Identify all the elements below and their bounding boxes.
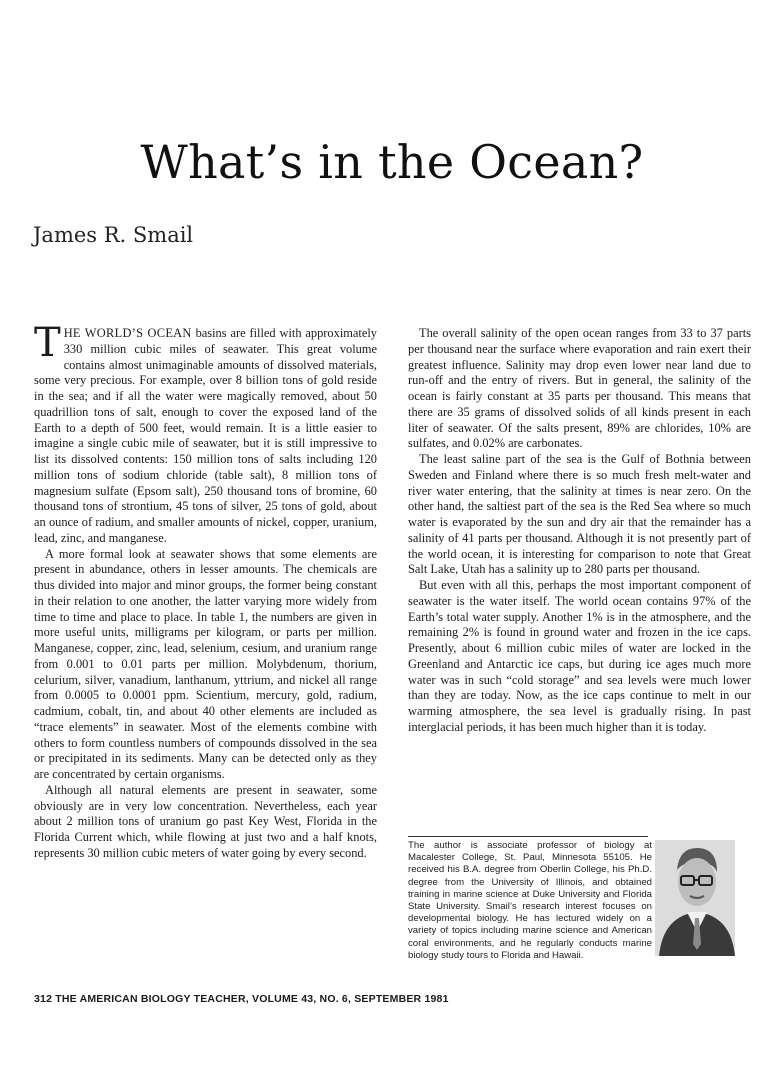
author-bio: The author is associate professor of biology at Macalester College, St. Paul, Minnesota 55105. He received his B.A. degree from Oberlin College, his Ph.D. degree from the University of Illinois, and obtained training in marine science at Duke University and Florida State University. Smail’s research interest focuses on developmental biology. He has lectured widely on a variety of topics including marine science and American coral environments, and he regularly conducts marine biology study tours to Florida and Hawaii. <box>408 840 652 961</box>
body-paragraph <box>34 320 377 547</box>
page-footer: 312 THE AMERICAN BIOLOGY TEACHER, VOLUME 43, NO. 6, SEPTEMBER 1981 <box>34 993 449 1005</box>
article-title: What’s in the Ocean? <box>140 134 644 189</box>
body-paragraph: The least saline part of the sea is the Gulf of Bothnia between Sweden and Finland where there is so much fresh melt-water and river water entering, that the salinity at times is near zero. On the other hand, the saltiest part of the sea is the Red Sea where so much water is evaporated by the sun and dry air that the remainder has a salinity of 41 parts per thousand. Although it is not presently part of the world ocean, it is interesting for comparison to note that Great Salt Lake, Utah has a salinity up to 280 parts per thousand. <box>408 452 751 577</box>
author-portrait-image <box>655 840 735 956</box>
body-paragraph: The overall salinity of the open ocean ranges from 33 to 37 parts per thousand near the surface where evaporation and rain exert their greatest influence. Salinity may drop even lower near land due to run-off and the entry of rivers. But in general, the salinity of the ocean is fairly constant at 35 parts per thousand. This means that there are 35 grams of dissolved solids of all kinds present in each liter of seawater. Of the salts present, 89% are chlorides, 10% are sulfates, and 0.02% are carbonates. <box>408 326 751 451</box>
bio-divider <box>408 836 648 837</box>
left-column <box>34 320 377 862</box>
right-column <box>408 326 751 736</box>
author-name: James R. Smail <box>33 223 194 247</box>
author-photo <box>655 840 735 956</box>
body-paragraph: A more formal look at seawater shows that some elements are present in abundance, others in lesser amounts. The chemicals are thus divided into major and minor groups, the former being constant in their relation to one another, the latter varying more widely from time to time and place to place. In table 1, the numbers are given in more useful units, milligrams per kilogram, or parts per million. Manganese, copper, zinc, lead, selenium, cesium, and uranium range from 0.001 to 0.01 parts per million. Molybdenum, thorium, celurium, silver, vanadium, lanthanum, yttrium, and nickel all range from 0.0005 to 0.0001 ppm. Scientium, mercury, gold, radium, cadmium, cobalt, tin, and about 40 other elements are included as “trace elements” in seawater. Most of the elements combine with others to form countless numbers of compounds dissolved in the sea or precipitated in its sediments. Many can be detected only as they are concentrated by certain organisms. <box>34 546 377 781</box>
drop-cap: T <box>34 320 61 366</box>
body-paragraph: But even with all this, perhaps the most important component of seawater is the water itself. The world ocean contains 97% of the Earth’s total water supply. Another 1% is in the atmosphere, and the remaining 2% is found in ground water and frozen in the ice caps. Presently, about 6 million cubic miles of water are locked in the Greenland and Antarctic ice caps, but during ice ages much more water was in such “cold storage” and sea levels were much lower than they are today. Now, as the ice caps continue to melt in our warming atmosphere, the sea level is gradually rising. In past interglacial periods, it has been much higher than it is today. <box>408 578 751 734</box>
body-paragraph: Although all natural elements are present in seawater, some obviously are in very low concentration. Nevertheless, each year about 2 million tons of uranium go past Key West, Florida in the Florida Current which, while flowing at just two and a half knots, represents 30 million cubic meters of water going by every second. <box>34 782 377 860</box>
lead-in: HE WORLD’S OCEAN <box>63 326 192 340</box>
paragraph-text: basins are filled with approximately 330 million cubic miles of seawater. This great volume contains almost unimaginable amounts of dissolved materials, some very precious. For example, over 8 billion tons of gold reside in the sea; and if all the water were magically removed, about 50 quadrillion tons of salt, enough to cover the exposed land of the Earth to a depth of 500 feet, would remain. It is a little easier to imagine a single cubic mile of seawater, but it is still impressive to list its dissolved contents: 150 million tons of salts including 120 million tons of sodium chloride (table salt), 8 million tons of magnesium sulfate (Epsom salt), 250 thousand tons of bromine, 60 thousand tons of strontium, 45 tons of silver, 25 tons of gold, about an ounce of radium, and smaller amounts of nickel, copper, uranium, lead, zinc, and manganese. <box>34 326 377 545</box>
